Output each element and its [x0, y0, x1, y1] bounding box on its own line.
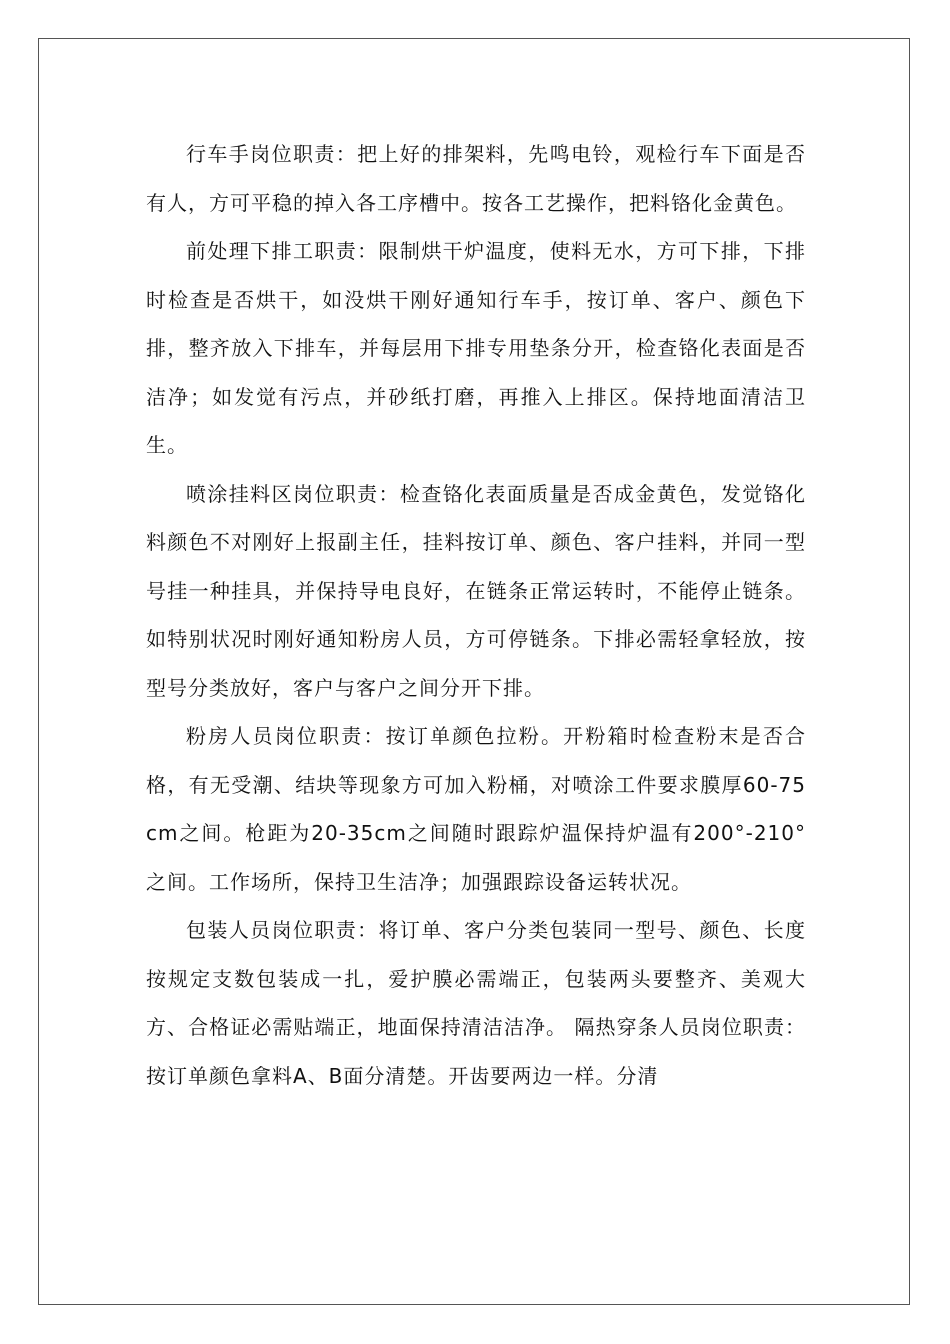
paragraph-pretreatment-unloader: 前处理下排工职责：限制烘干炉温度，使料无水，方可下排，下排时检查是否烘干，如没烘干刚好通知行车手，按订单、客户、颜色下排，整齐放入下排车，并每层用下排专用垫条分开，检查铬化表面是否洁净；如发觉有污点，并砂纸打磨，再推入上排区。保持地面清洁卫生。	[146, 239, 806, 457]
paragraph-crane-operator: 行车手岗位职责：把上好的排架料，先鸣电铃，观检行车下面是否有人，方可平稳的掉入各工序槽中。按各工艺操作，把料铬化金黄色。	[146, 142, 806, 215]
paragraph-powder-room: 粉房人员岗位职责：按订单颜色拉粉。开粉箱时检查粉末是否合格，有无受潮、结块等现象方可加入粉桶，对喷涂工件要求膜厚60-75cm之间。枪距为20-35cm之间随时跟踪炉温保持炉温有200°-210°之间。工作场所，保持卫生洁净；加强跟踪设备运转状况。	[146, 724, 806, 894]
paragraph-packaging: 包装人员岗位职责：将订单、客户分类包装同一型号、颜色、长度按规定支数包装成一扎，爱护膜必需端正，包装两头要整齐、美观大方、合格证必需贴端正，地面保持清洁洁净。 隔热穿条人员岗位职责：按订单颜色拿料A、B面分清楚。开齿要两边一样。分清	[146, 918, 806, 1088]
document-body	[146, 130, 806, 1100]
paragraph-spray-hanging-area: 喷涂挂料区岗位职责：检查铬化表面质量是否成金黄色，发觉铬化料颜色不对刚好上报副主任，挂料按订单、颜色、客户挂料，并同一型号挂一种挂具，并保持导电良好，在链条正常运转时，不能停止链条。如特别状况时刚好通知粉房人员，方可停链条。下排必需轻拿轻放，按型号分类放好，客户与客户之间分开下排。	[146, 481, 806, 700]
